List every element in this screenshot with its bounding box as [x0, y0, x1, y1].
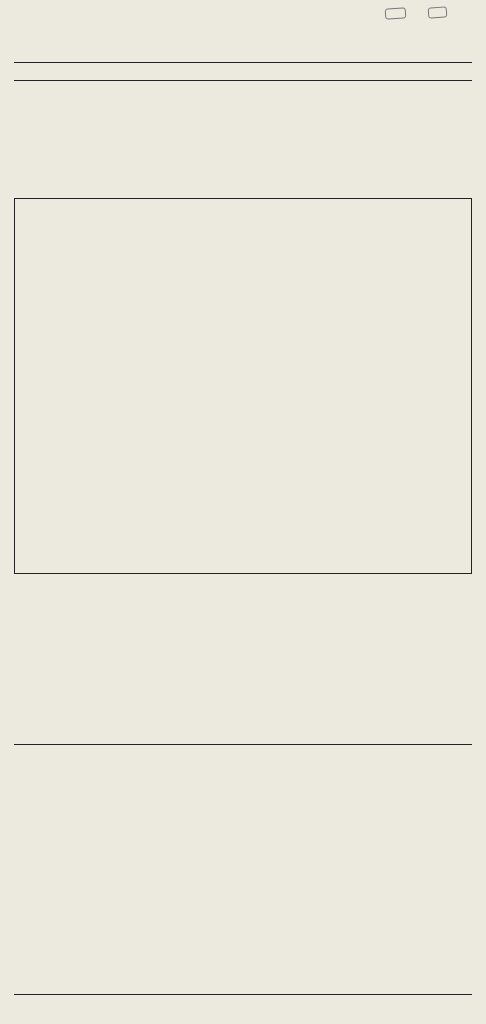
section-rule: [14, 744, 472, 745]
combinations-table: [14, 198, 472, 574]
empresa-rule: [14, 80, 472, 81]
archive-stamp-left: [385, 7, 407, 19]
cuadrillas-block: [14, 628, 472, 726]
archive-stamp-right: [428, 6, 448, 18]
title-rule: [14, 62, 472, 63]
footer-rule: [14, 994, 472, 995]
